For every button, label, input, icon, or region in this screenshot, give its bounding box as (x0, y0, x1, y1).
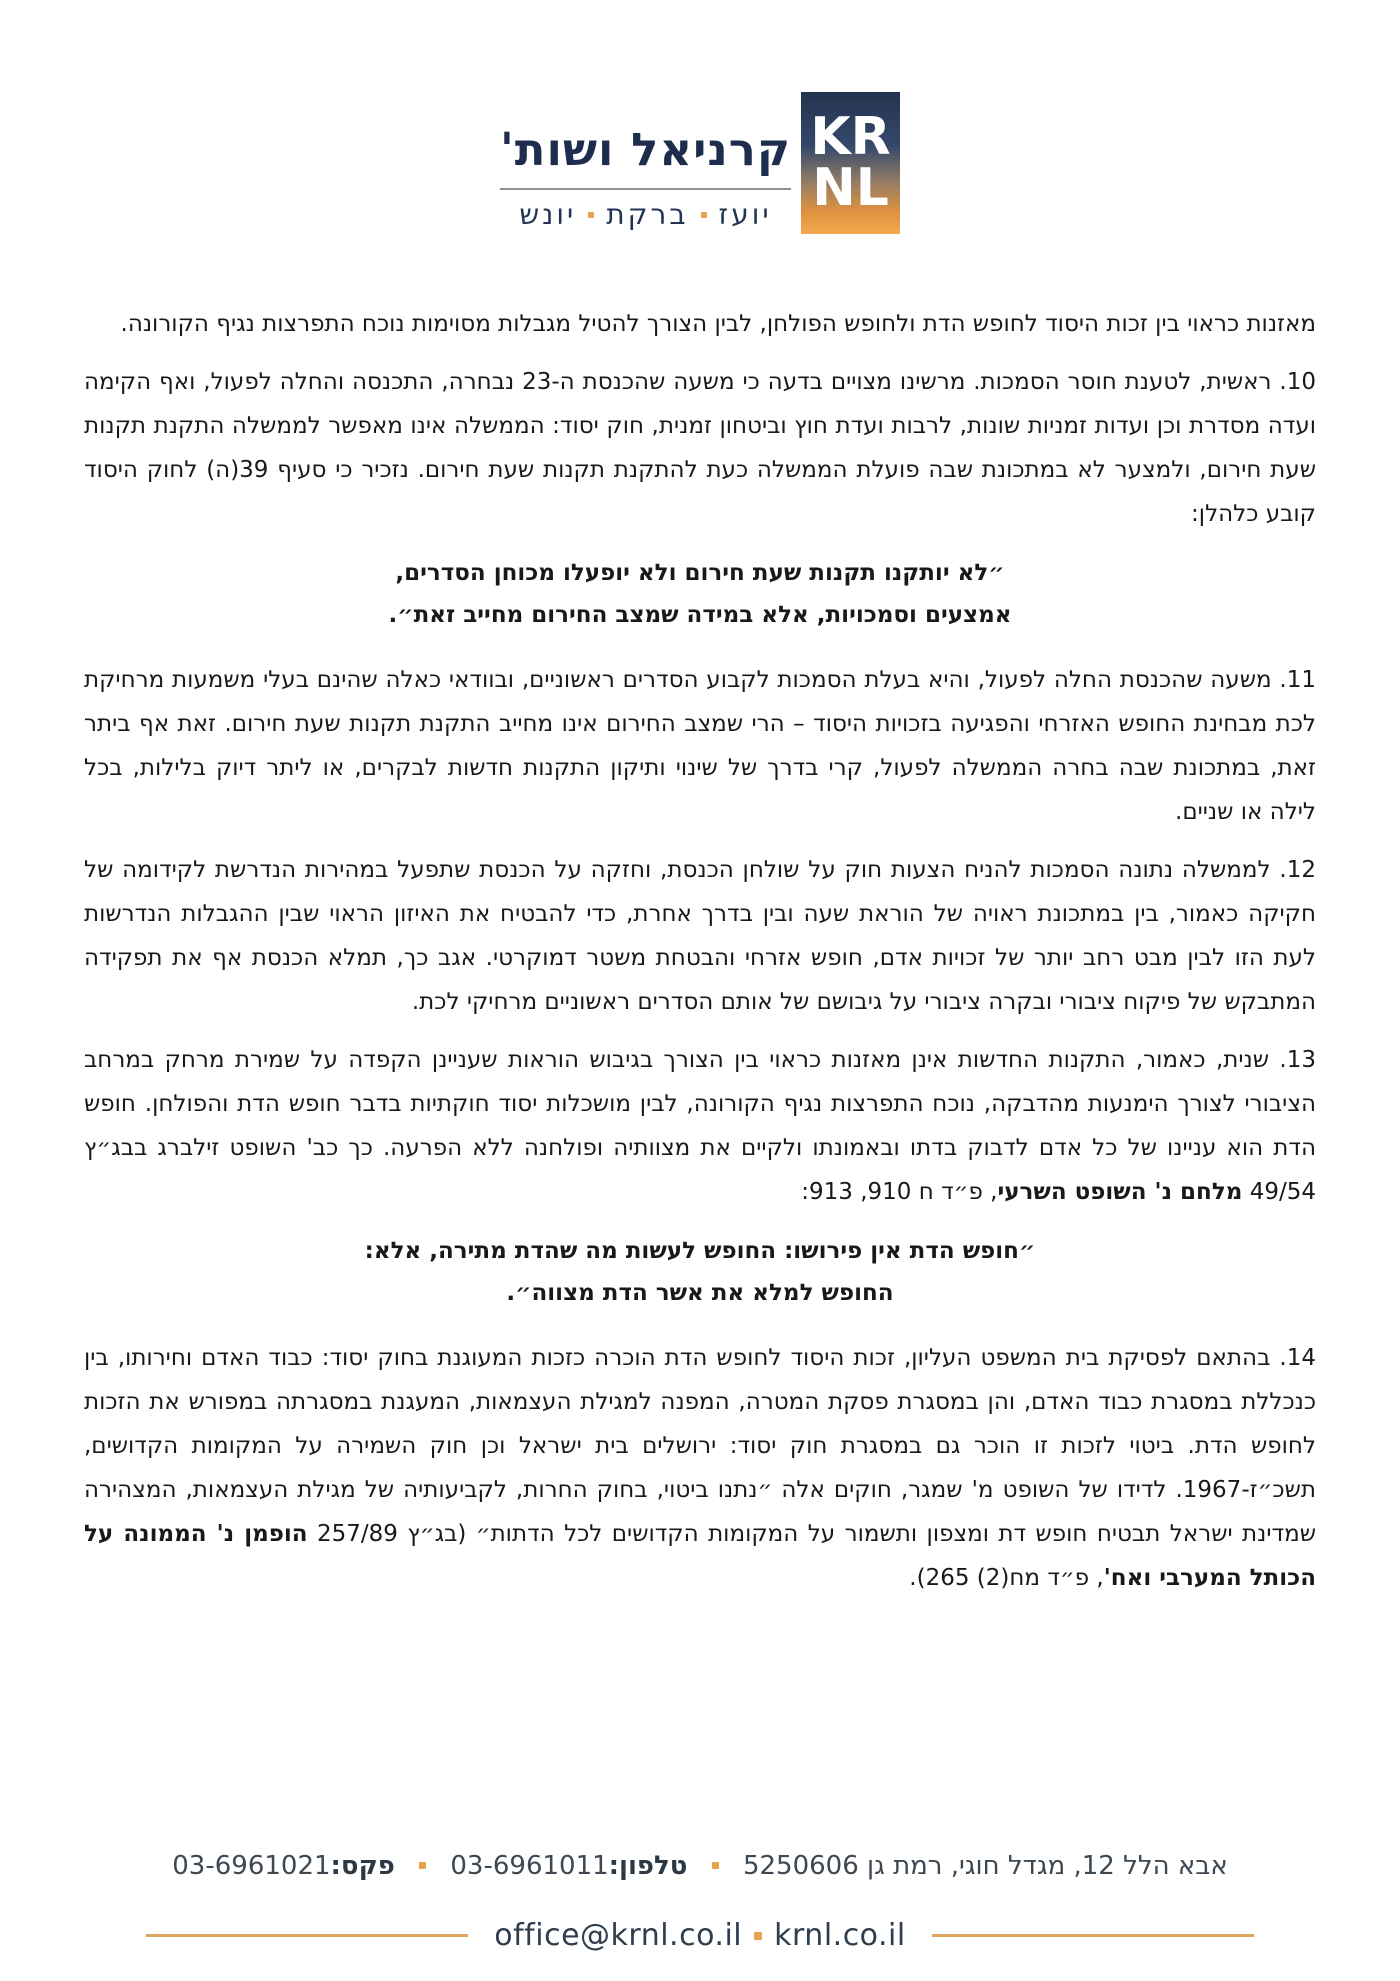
address-text: אבא הלל 12, מגדל חוגי, רמת גן 5250606 (742, 1851, 1228, 1882)
text-segment: ראשית, לטענת חוסר הסמכות. מרשינו מצויים בדעה כי משעה שהכנסת ה-23 נבחרה, התכנסה והחלה לפעול, ואף הקימה ועדה מסדרת וכן ועדות זמניות שונות, לרבות ועדת חוץ וביטחון זמנית, חוק יסוד: הממשלה אינו מאפשר לממשלה התקנת תקנות שעת חירום, ולמצער לא במתכונת שבה פועלת הממשלה כעת להתקנת תקנות שעת חירום. נזכיר כי סעיף 39(ה) לחוק היסוד קובע כלהלן: (84, 369, 1316, 527)
letterhead-divider (500, 188, 791, 190)
quote-block (350, 552, 1050, 636)
firm-name: קרניאל ושות' (499, 123, 792, 177)
dot-separator-icon (754, 1932, 762, 1940)
divider-line (932, 1934, 1254, 1937)
dot-separator-icon (588, 212, 594, 218)
contact-line (0, 1850, 1400, 1884)
case-citation: מלחם נ' השופט השרעי (997, 1179, 1243, 1205)
paragraph (84, 658, 1316, 834)
paragraph (84, 360, 1316, 536)
letterhead (0, 92, 1400, 234)
text-segment: בהתאם לפסיקת בית המשפט העליון, זכות היסוד לחופש הדת הוכרה כזכות המעוגנת בחוק יסוד: כבוד האדם וחירותו, בין כנכללת במסגרת כבוד האדם, והן במסגרת פסקת המטרה, המפנה למגילת העצמאות, המעגנת במסגרתה במפורש את הזכות לחופש הדת. ביטוי לזכות זו הוכר גם במסגרת חוק יסוד: ירושלים בית ישראל וכן חוק השמירה על המקומות הקדושים, תשכ״ז-1967. לדידו של השופט מ' שמגר, חוקים אלה ״נתנו ביטוי, בחוק החרות, לקביעותיה של מגילת העצמאות, המצהירה שמדינת ישראל תבטיח חופש דת ומצפון ותשמור על המקומות הקדושים לכל הדתות״ (בג״ץ 257/89 (84, 1345, 1316, 1547)
logo-letters-bottom: NL (812, 158, 889, 218)
email-text: office@krnl.co.il (494, 1918, 743, 1953)
fax-number: 03-6961021 (172, 1851, 331, 1882)
paragraph-number: 13. (1269, 1047, 1316, 1073)
divider-line (146, 1934, 468, 1937)
partner-name: יועז (718, 198, 772, 232)
partner-name: יונש (519, 198, 577, 232)
bullet-separator-icon (712, 1862, 719, 1869)
phone-number: 03-6961011 (450, 1851, 609, 1882)
paragraph (84, 1336, 1316, 1600)
firm-logo (801, 92, 900, 234)
quote-block (350, 1230, 1050, 1314)
paragraph (84, 848, 1316, 1024)
partner-name: ברקת (606, 198, 689, 232)
text-segment: משעה שהכנסת החלה לפעול, והיא בעלת הסמכות לקבוע הסדרים ראשוניים, ובוודאי כאלה שהינם בעלי משמעות מרחיקת לכת מבחינת החופש האזרחי והפגיעה בזכויות היסוד – הרי שמצב החירום אינו מחייב התקנת תקנות שעת חירום. זאת אף ביתר זאת, במתכונת שבה בחרה הממשלה לפעול, קרי בדרך של שינוי ותיקון התקנות חדשות לבקרים, או ליתר דיוק בלילות, בכל לילה או שניים. (84, 667, 1316, 825)
paragraph (84, 1038, 1316, 1214)
text-segment: , פ״ד מח(2) 265). (909, 1565, 1104, 1591)
logo-letters-top: KR (810, 107, 891, 168)
paragraph-number: 11. (1271, 667, 1316, 693)
partners-line (500, 198, 791, 232)
dot-separator-icon (701, 212, 707, 218)
paragraph-number: 12. (1270, 857, 1316, 883)
letter-footer (0, 1850, 1400, 1981)
weblinks-line (0, 1918, 1400, 1953)
website-text: krnl.co.il (774, 1918, 906, 1953)
phone-label: טלפון: (608, 1851, 688, 1882)
case-citation: הופמן נ' הממונה על הכותל המערבי ואח' (84, 1521, 1316, 1591)
case-citation: ״לא יותקנו תקנות שעת חירום ולא יופעלו מכוחן הסדרים, אמצעים וסמכויות, אלא במידה שמצב החירום מחייב זאת״. (388, 560, 1012, 628)
case-citation: ״חופש הדת אין פירושו: החופש לעשות מה שהדת מתירה, אלא: החופש למלא את אשר הדת מצווה״. (364, 1238, 1036, 1306)
text-segment: , פ״ד ח 910, 913: (801, 1179, 998, 1205)
bullet-separator-icon (419, 1862, 426, 1869)
paragraph-number: 14. (1270, 1345, 1316, 1371)
paragraph (84, 302, 1316, 346)
document-body (84, 302, 1316, 1614)
text-segment: מאזנות כראוי בין זכות היסוד לחופש הדת ולחופש הפולחן, לבין הצורך להטיל מגבלות מסוימות נוכח התפרצות נגיף הקורונה. (120, 311, 1316, 337)
paragraph-number: 10. (1271, 369, 1316, 395)
text-segment: לממשלה נתונה הסמכות להניח הצעות חוק על שולחן הכנסת, וחזקה על הכנסת שתפעל במהירות הנדרשת לקידומה של חקיקה כאמור, בין במתכונת ראויה של הוראת שעה ובין בדרך אחרת, כדי להבטיח את האיזון הראוי שבין ההגבלות הנדרשות לעת הזו לבין מבט רחב יותר של זכויות אדם, חופש אזרחי והבטחת משטר דמוקרטי. אגב כך, תמלא הכנסת אף את תפקידה המתבקש של פיקוח ציבורי ובקרה ציבורי על גיבושם של אותם הסדרים ראשוניים מרחיקי לכת. (84, 857, 1316, 1015)
text-segment: שנית, כאמור, התקנות החדשות אינן מאזנות כראוי בין הצורך בגיבוש הוראות שעניינן הקפדה על שמירת מרחק במרחב הציבורי לצורך הימנעות מהדבקה, נוכח התפרצות נגיף הקורונה, לבין מושכלות יסוד חוקתיות בדבר חופש הדת והפולחן. חופש הדת הוא עניינו של כל אדם לדבוק בדתו ובאמונתו ולקיים את מצוותיה ופולחנה ללא הפרעה. כך כב' השופט זילברג בבג״ץ 49/54 (84, 1047, 1316, 1205)
fax-label: פקס: (330, 1851, 395, 1882)
